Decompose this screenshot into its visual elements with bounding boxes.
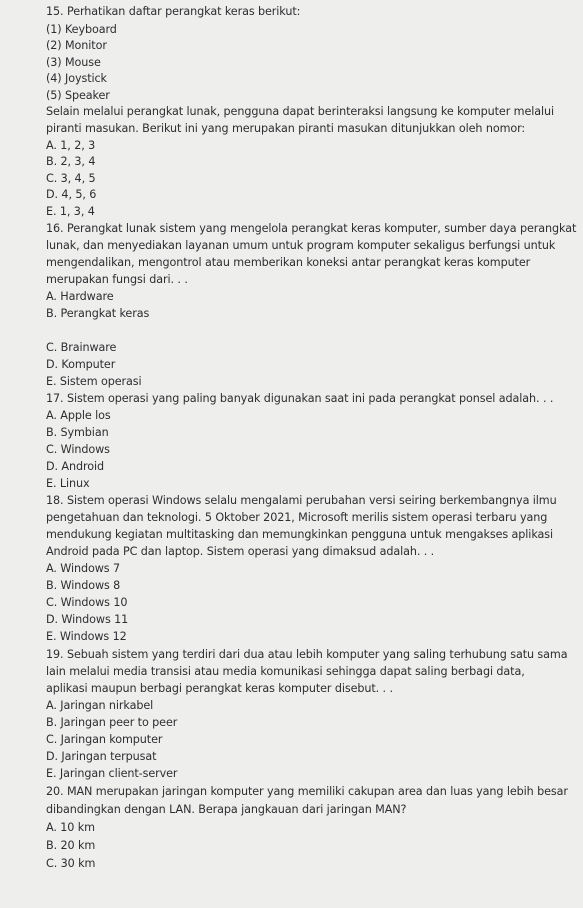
question-18-line-2: pengetahuan dan teknologi. 5 Oktober 2021, Microsoft merilis sistem operasi terbaru yang xyxy=(46,511,548,524)
q18-option-c: C. Windows 10 xyxy=(46,596,128,609)
question-20-line-1: 20. MAN merupakan jaringan komputer yang memiliki cakupan area dan luas yang lebih besar xyxy=(46,785,568,798)
q19-option-c: C. Jaringan komputer xyxy=(46,733,163,746)
q18-option-d: D. Windows 11 xyxy=(46,613,129,626)
q15-item-1: (1) Keyboard xyxy=(46,23,117,36)
q19-option-a: A. Jaringan nirkabel xyxy=(46,699,154,712)
q17-option-b: B. Symbian xyxy=(46,426,109,439)
q15-option-b: B. 2, 3, 4 xyxy=(46,155,96,168)
q18-option-e: E. Windows 12 xyxy=(46,630,127,643)
q15-item-3: (3) Mouse xyxy=(46,56,101,69)
q17-option-d: D. Android xyxy=(46,460,104,473)
question-19-line-3: aplikasi maupun berbagi perangkat keras komputer disebut. . . xyxy=(46,682,393,695)
q15-option-e: E. 1, 3, 4 xyxy=(46,205,95,218)
question-16-line-2: lunak, dan menyediakan layanan umum untuk program komputer sekaligus berfungsi untuk xyxy=(46,239,556,252)
q19-option-e: E. Jaringan client-server xyxy=(46,767,178,780)
q17-option-e: E. Linux xyxy=(46,477,90,490)
question-16-line-1: 16. Perangkat lunak sistem yang mengelola perangkat keras komputer, sumber daya perangkat xyxy=(46,222,577,235)
q20-option-b: B. 20 km xyxy=(46,839,96,852)
q18-option-a: A. Windows 7 xyxy=(46,562,120,575)
q15-option-d: D. 4, 5, 6 xyxy=(46,188,97,201)
q19-option-d: D. Jaringan terpusat xyxy=(46,750,157,763)
q16-option-b: B. Perangkat keras xyxy=(46,307,150,320)
question-18-line-4: Android pada PC dan laptop. Sistem operasi yang dimaksud adalah. . . xyxy=(46,545,435,558)
question-16-line-3: mengendalikan, mengontrol atau memberikan koneksi antar perangkat keras komputer xyxy=(46,256,531,269)
question-19-line-2: lain melalui media transisi atau media komunikasi sehingga dapat saling berbagi data, xyxy=(46,665,525,678)
question-15-title: 15. Perhatikan daftar perangkat keras berikut: xyxy=(46,5,301,18)
q19-option-b: B. Jaringan peer to peer xyxy=(46,716,178,729)
question-18-line-1: 18. Sistem operasi Windows selalu mengalami perubahan versi seiring berkembangnya ilmu xyxy=(46,494,557,507)
q17-option-c: C. Windows xyxy=(46,443,110,456)
question-17-title: 17. Sistem operasi yang paling banyak digunakan saat ini pada perangkat ponsel adalah. . . xyxy=(46,392,554,405)
q15-option-a: A. 1, 2, 3 xyxy=(46,139,96,152)
q17-option-a: A. Apple los xyxy=(46,409,111,422)
question-20-line-2: dibandingkan dengan LAN. Berapa jangkauan dari jaringan MAN? xyxy=(46,803,407,816)
q15-stem-line-2: piranti masukan. Berikut ini yang merupakan piranti masukan ditunjukkan oleh nomor: xyxy=(46,122,526,135)
q15-option-c: C. 3, 4, 5 xyxy=(46,172,96,185)
question-18-line-3: mendukung kegiatan multitasking dan memungkinkan pengguna untuk mengakses aplikasi xyxy=(46,528,553,541)
q15-item-4: (4) Joystick xyxy=(46,72,107,85)
question-19-line-1: 19. Sebuah sistem yang terdiri dari dua atau lebih komputer yang saling terhubung satu sama xyxy=(46,648,568,661)
q18-option-b: B. Windows 8 xyxy=(46,579,121,592)
q16-option-c: C. Brainware xyxy=(46,341,117,354)
question-16-line-4: merupakan fungsi dari. . . xyxy=(46,273,188,286)
q15-stem-line-1: Selain melalui perangkat lunak, pengguna dapat berinteraksi langsung ke komputer melalui xyxy=(46,105,554,118)
q20-option-c: C. 30 km xyxy=(46,857,96,870)
q16-option-d: D. Komputer xyxy=(46,358,116,371)
q20-option-a: A. 10 km xyxy=(46,821,95,834)
q15-item-2: (2) Monitor xyxy=(46,39,107,52)
q16-option-a: A. Hardware xyxy=(46,290,114,303)
q15-item-5: (5) Speaker xyxy=(46,89,110,102)
q16-option-e: E. Sistem operasi xyxy=(46,375,142,388)
